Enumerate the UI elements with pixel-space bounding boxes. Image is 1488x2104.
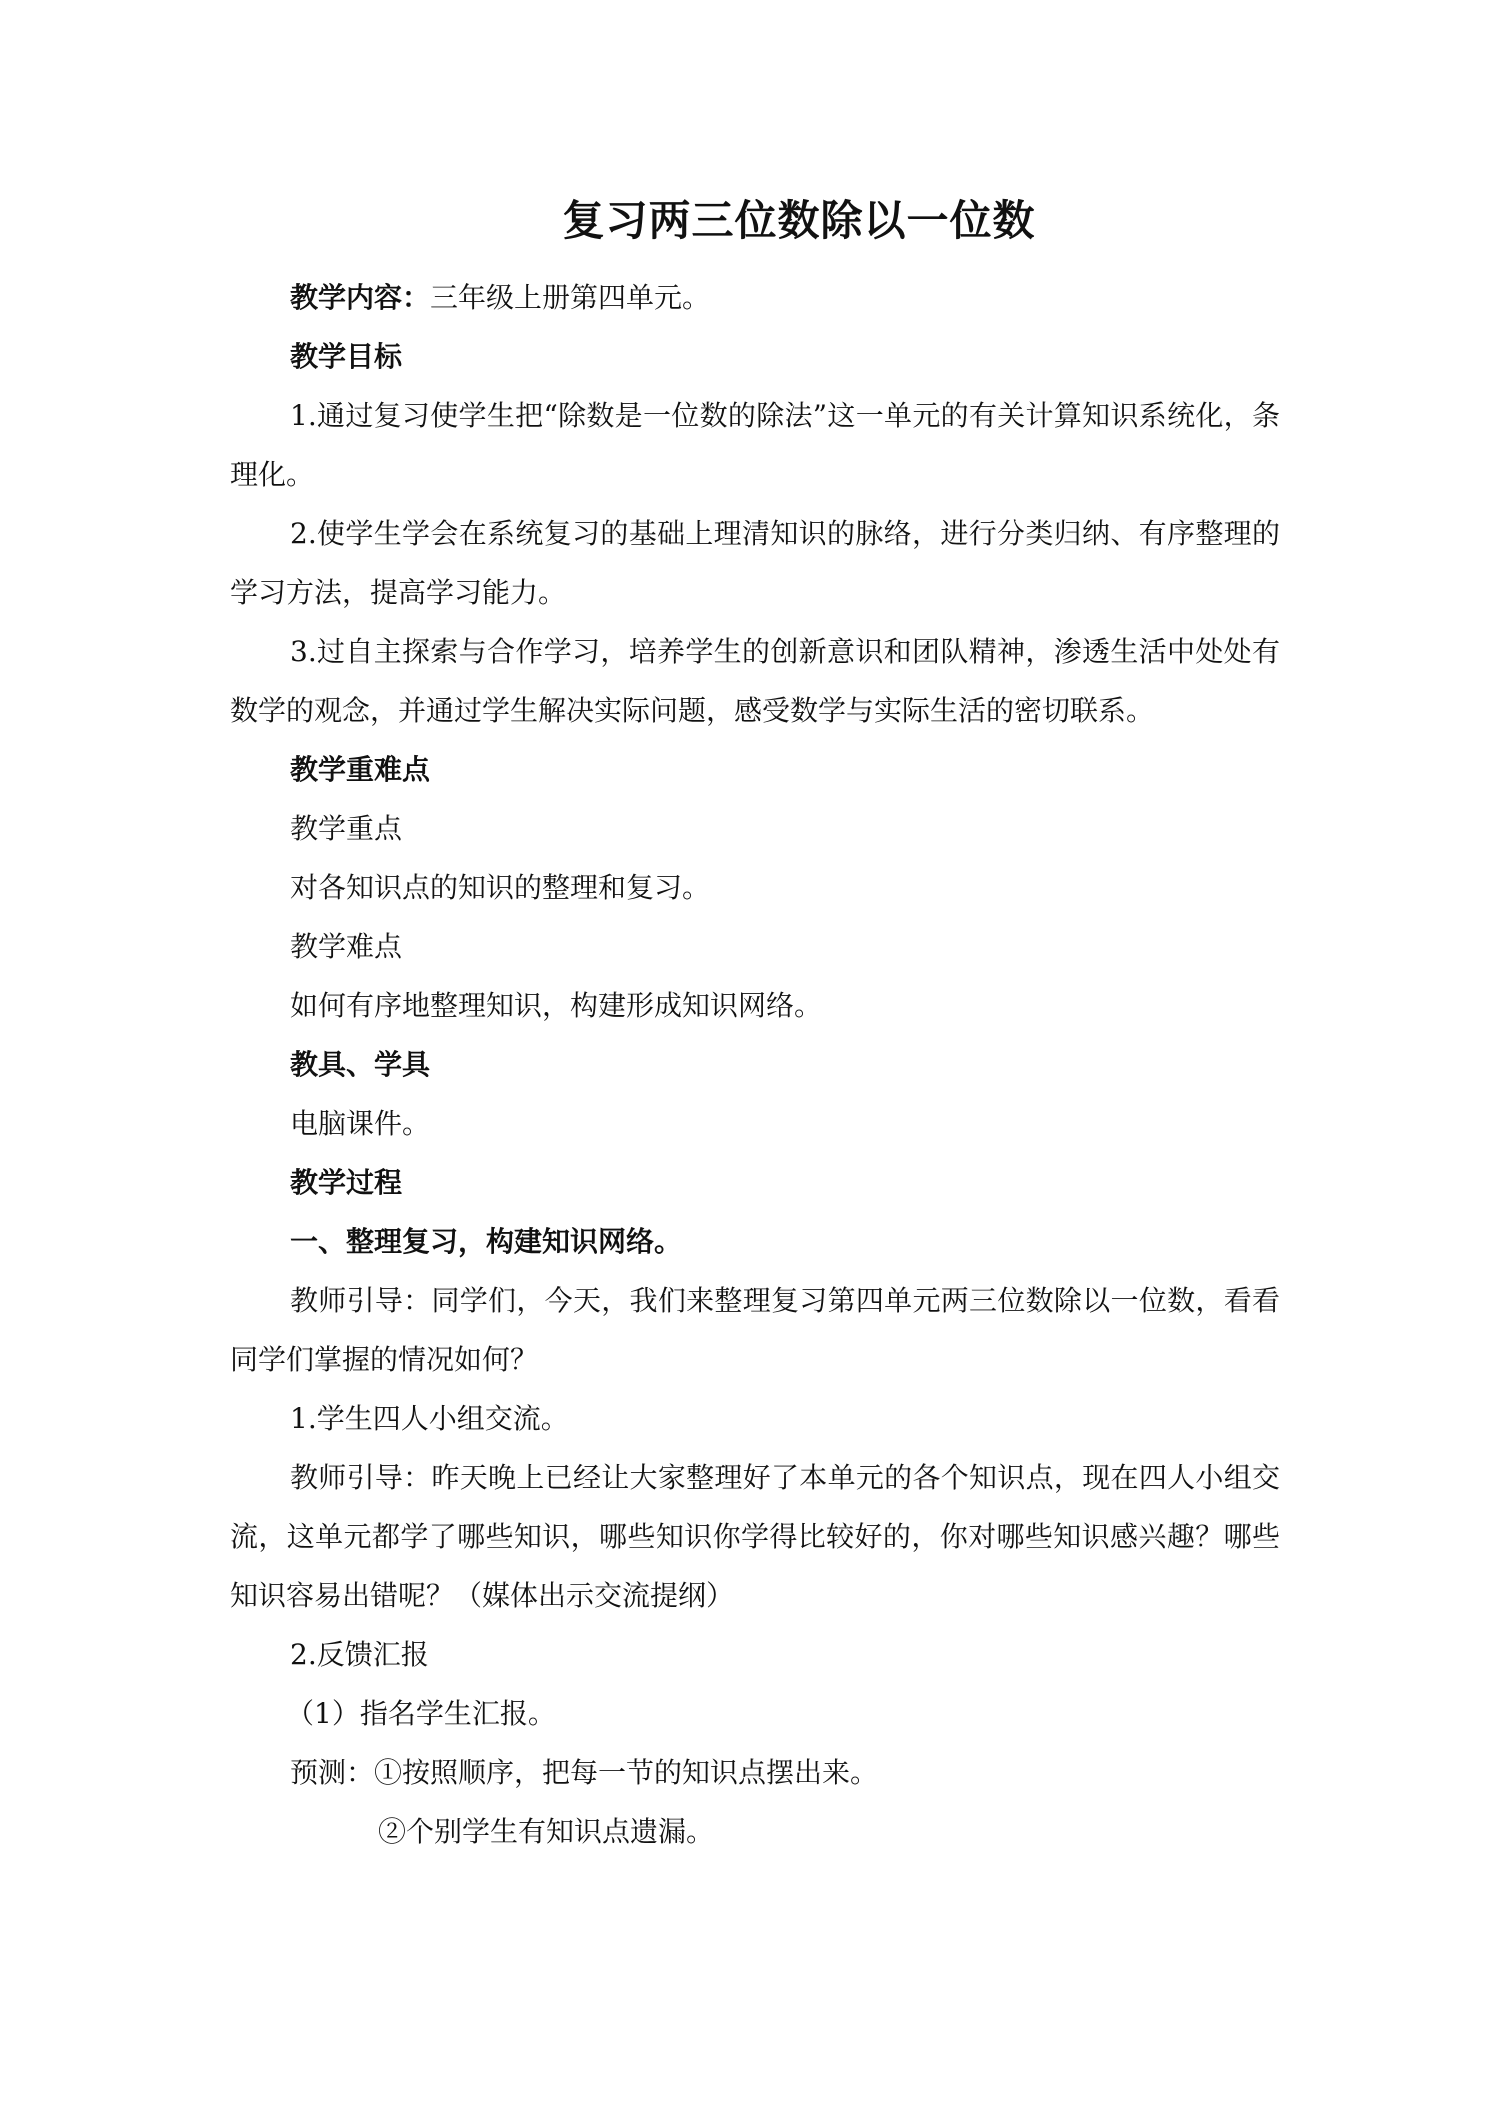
tools-text: 电脑课件。 <box>290 1107 431 1140</box>
process-heading: 教学过程 <box>290 1166 403 1199</box>
document-body <box>230 268 1280 1861</box>
step-1: 1.学生四人小组交流。 <box>290 1402 569 1435</box>
key-points-heading: 教学重难点 <box>290 753 431 786</box>
process-paragraph-1: 教师引导：同学们，今天，我们来整理复习第四单元两三位数除以一位数，看看同学们掌握的情况如何？ <box>230 1284 1280 1376</box>
sub-step-1: （1）指名学生汇报。 <box>286 1697 556 1730</box>
objective-item-1: 1.通过复习使学生把“除数是一位数的除法”这一单元的有关计算知识系统化，条理化。 <box>230 399 1280 491</box>
section1-heading: 一、整理复习，构建知识网络。 <box>290 1225 683 1258</box>
teaching-content-text: 三年级上册第四单元。 <box>430 281 711 314</box>
objectives-heading: 教学目标 <box>290 340 403 373</box>
teaching-content-line <box>230 268 1280 327</box>
prediction-2: ②个别学生有知识点遗漏。 <box>378 1815 715 1848</box>
tools-heading: 教具、学具 <box>290 1048 431 1081</box>
difficulty-text: 如何有序地整理知识，构建形成知识网络。 <box>290 989 823 1022</box>
process-paragraph-2: 教师引导：昨天晚上已经让大家整理好了本单元的各个知识点，现在四人小组交流，这单元都学了哪些知识，哪些知识你学得比较好的，你对哪些知识感兴趣？哪些知识容易出错呢？（媒体出示交流提纲） <box>230 1461 1280 1612</box>
step-2: 2.反馈汇报 <box>290 1638 429 1671</box>
objective-item-3: 3.过自主探索与合作学习，培养学生的创新意识和团队精神，渗透生活中处处有数学的观念，并通过学生解决实际问题，感受数学与实际生活的密切联系。 <box>230 635 1280 727</box>
objective-item-2: 2.使学生学会在系统复习的基础上理清知识的脉络，进行分类归纳、有序整理的学习方法，提高学习能力。 <box>230 517 1280 609</box>
focus-text: 对各知识点的知识的整理和复习。 <box>290 871 711 904</box>
prediction-1: 预测：①按照顺序，把每一节的知识点摆出来。 <box>290 1756 879 1789</box>
focus-label: 教学重点 <box>290 812 403 845</box>
difficulty-label: 教学难点 <box>290 930 403 963</box>
teaching-content-label: 教学内容： <box>290 281 431 314</box>
document-title: 复习两三位数除以一位数 <box>562 196 1036 245</box>
